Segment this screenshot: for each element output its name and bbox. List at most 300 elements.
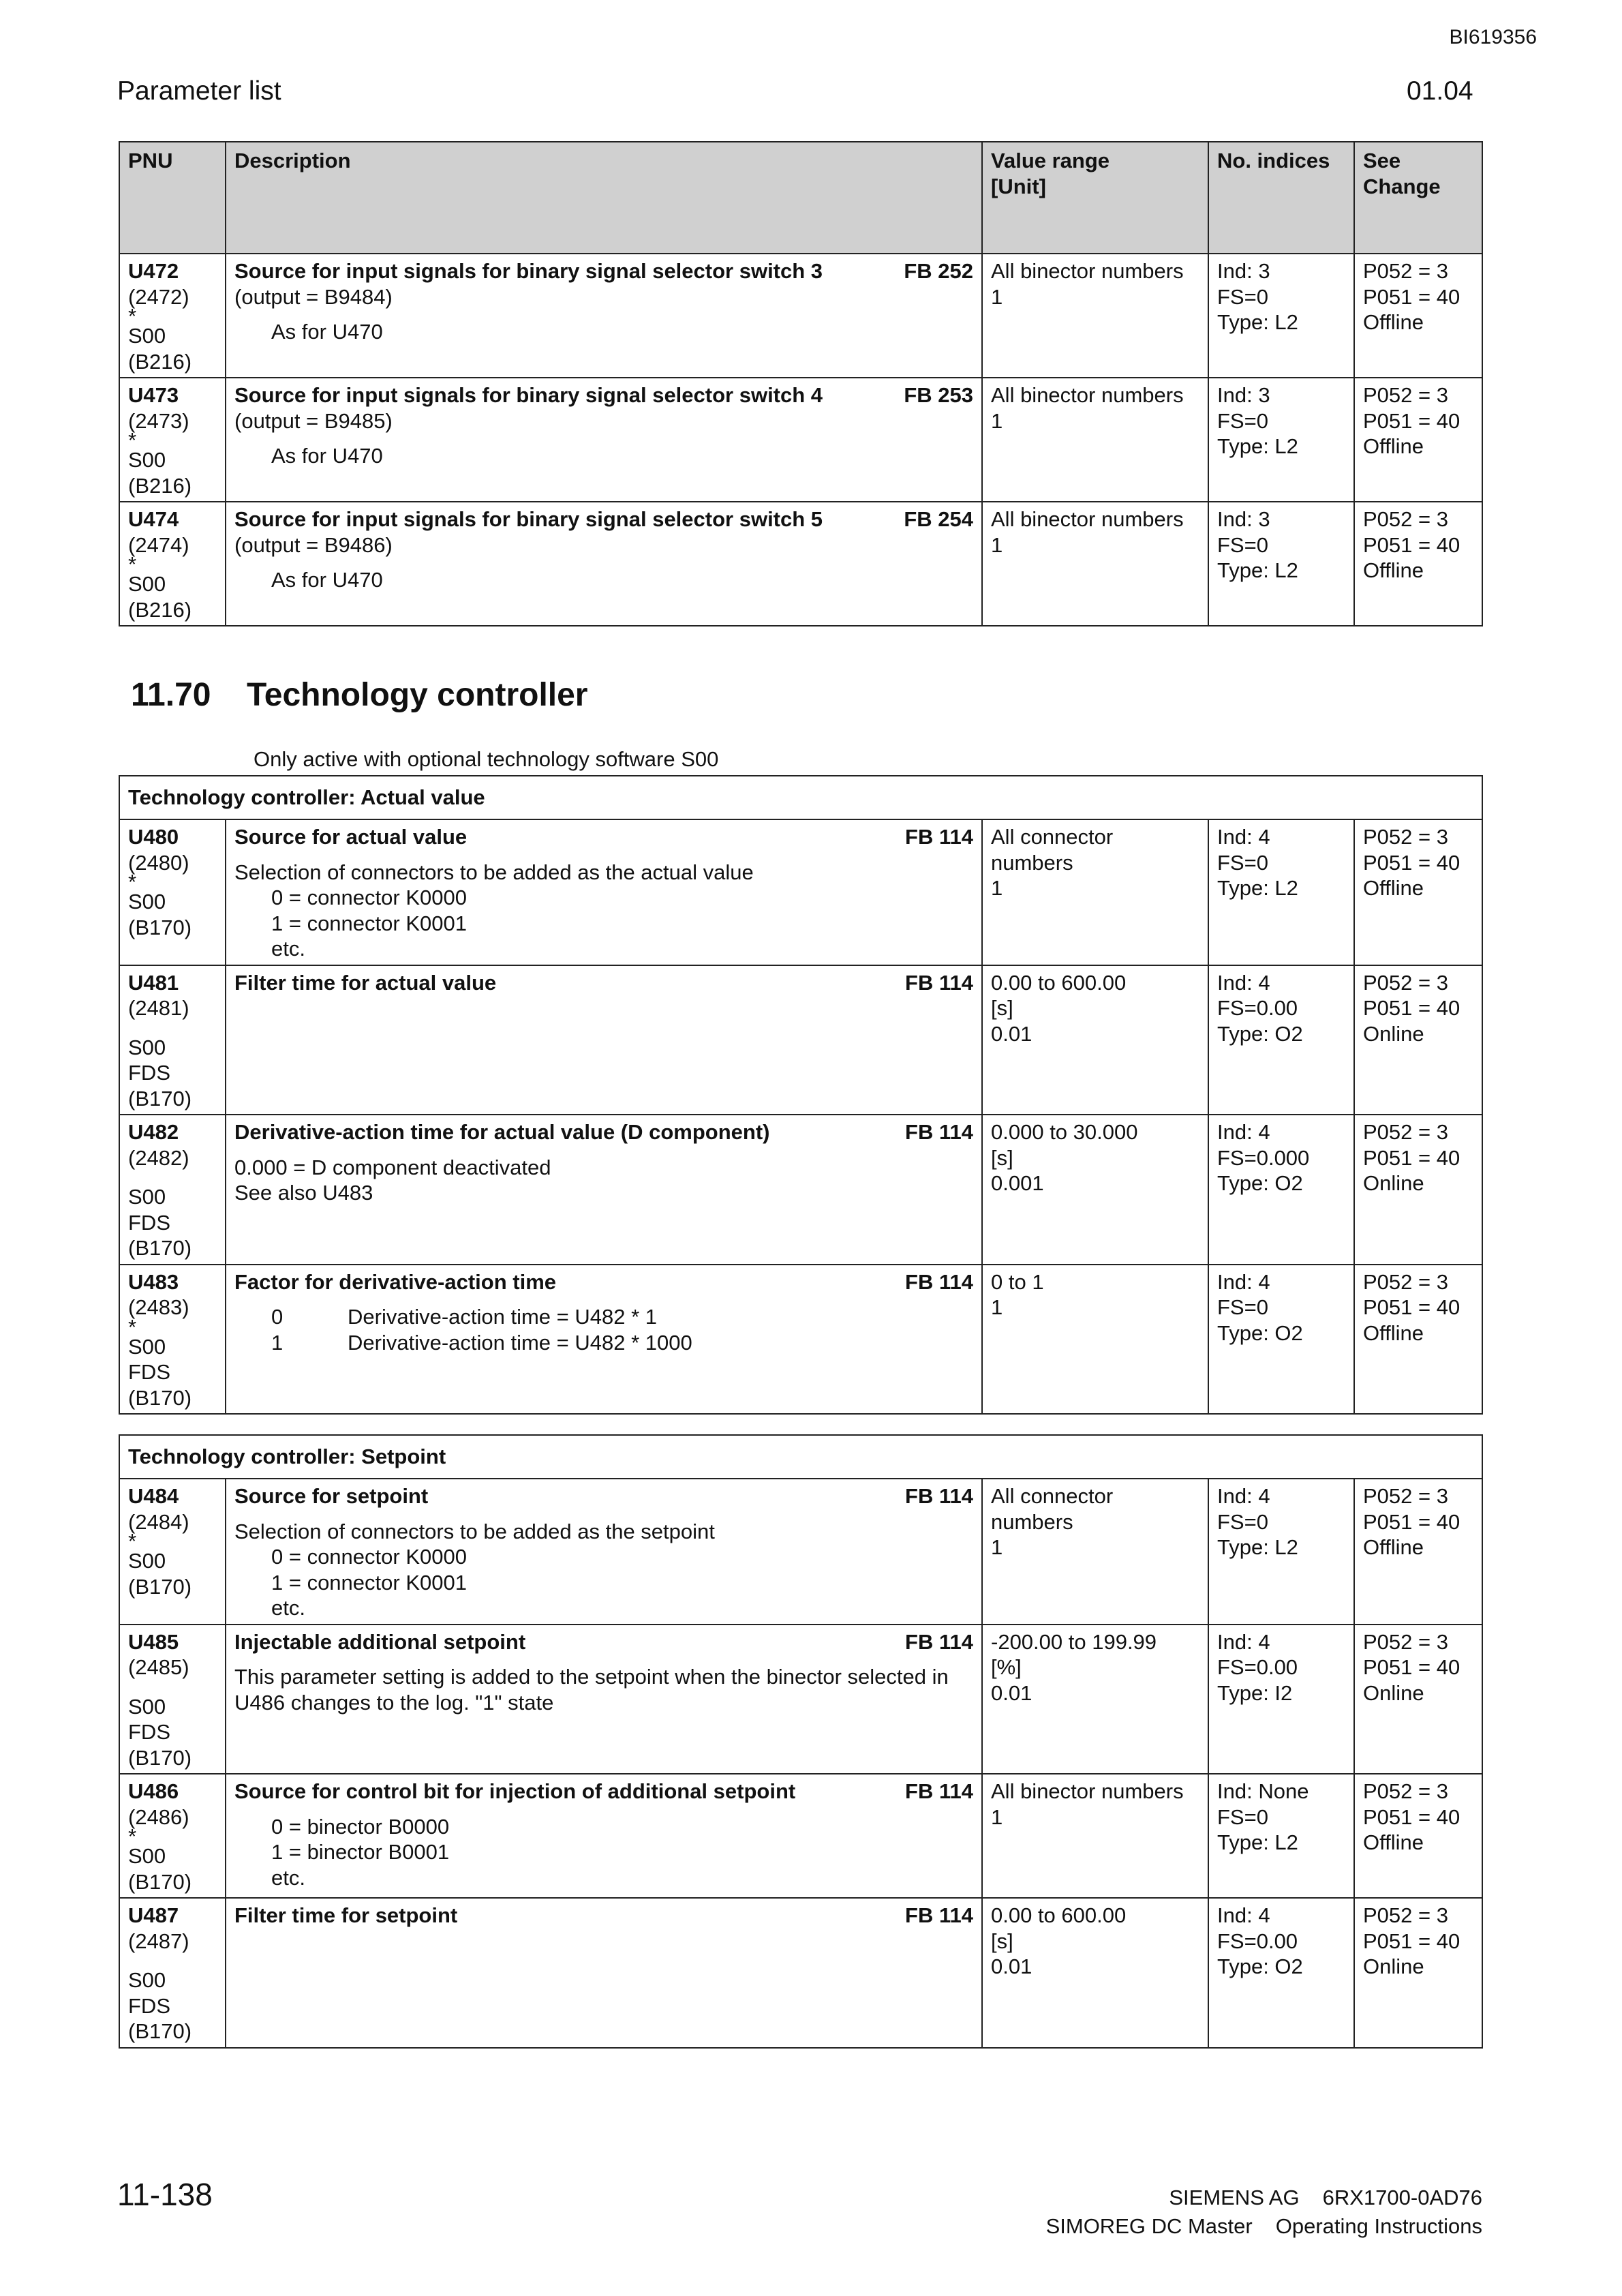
value-key: 0 bbox=[271, 1305, 284, 1329]
indices-cell bbox=[1208, 1479, 1354, 1625]
see-change-cell-line: P051 = 40 bbox=[1363, 1145, 1460, 1170]
table-section-row bbox=[119, 776, 1482, 819]
indices-cell-line: Type: O2 bbox=[1217, 1171, 1303, 1195]
star-marker: * bbox=[128, 870, 137, 894]
parameter-title-row bbox=[234, 1119, 973, 1145]
indices-cell-line: Ind: 3 bbox=[1217, 259, 1270, 283]
parameter-number: (2472) bbox=[128, 284, 189, 309]
indices-cell-line: Type: L2 bbox=[1217, 310, 1298, 334]
value-range-cell-line: All binector numbers bbox=[991, 1779, 1184, 1803]
block-diagram-ref: (B216) bbox=[128, 597, 192, 622]
indices-cell-line: Type: O2 bbox=[1217, 1954, 1303, 1978]
table-row bbox=[119, 965, 1482, 1115]
pnu-cell bbox=[119, 1265, 226, 1415]
parameter-title: Source for actual value bbox=[234, 825, 468, 849]
section-note: Only active with optional technology software S00 bbox=[254, 747, 719, 771]
table-section-heading: Technology controller: Setpoint bbox=[119, 1435, 1482, 1479]
pnu-cell bbox=[119, 254, 226, 378]
spacer bbox=[234, 1509, 973, 1519]
indices-cell-line: Type: L2 bbox=[1217, 434, 1298, 458]
software-option: S00 bbox=[128, 448, 166, 472]
indices-cell-line: FS=0 bbox=[1217, 1804, 1268, 1829]
indices-cell-line: FS=0 bbox=[1217, 1295, 1268, 1319]
see-change-cell-line: P051 = 40 bbox=[1363, 1509, 1460, 1534]
indices-cell-line: FS=0.00 bbox=[1217, 1655, 1298, 1679]
indices-cell bbox=[1208, 1898, 1354, 2048]
function-block: FB 254 bbox=[904, 507, 973, 531]
see-change-cell bbox=[1354, 1265, 1482, 1415]
parameter-title-row bbox=[234, 258, 973, 284]
description-cell bbox=[226, 378, 982, 502]
pnu-cell bbox=[119, 502, 226, 626]
data-set-tag: FDS bbox=[128, 1210, 170, 1235]
description-text: As for U470 bbox=[271, 444, 383, 468]
indices-cell-line: FS=0 bbox=[1217, 850, 1268, 875]
indices-cell bbox=[1208, 1115, 1354, 1265]
block-diagram-ref: (B170) bbox=[128, 1385, 192, 1410]
value-range-cell bbox=[982, 378, 1208, 502]
parameter-number: (2480) bbox=[128, 850, 189, 875]
block-diagram-ref: (B170) bbox=[128, 1574, 192, 1599]
parameter-title-row bbox=[234, 382, 973, 408]
description-cell bbox=[226, 1774, 982, 1898]
see-change-cell bbox=[1354, 965, 1482, 1115]
see-change-cell bbox=[1354, 1625, 1482, 1774]
indices-cell-line: Type: I2 bbox=[1217, 1680, 1293, 1705]
pnu-cell bbox=[119, 965, 226, 1115]
value-range-cell-line: All binector numbers bbox=[991, 383, 1184, 407]
star-marker bbox=[128, 1170, 217, 1184]
value-range-cell-line: 0 to 1 bbox=[991, 1269, 1044, 1294]
parameter-code: U482 bbox=[128, 1120, 179, 1144]
value-range-cell-line: 1 bbox=[991, 1804, 1003, 1829]
function-block: FB 114 bbox=[905, 970, 973, 995]
parameter-title-row bbox=[234, 1483, 973, 1509]
see-change-cell bbox=[1354, 1115, 1482, 1265]
data-set-tag: FDS bbox=[128, 1360, 170, 1384]
data-set-tag: FDS bbox=[128, 1061, 170, 1085]
description-text: Selection of connectors to be added as the setpoint bbox=[234, 1519, 715, 1543]
value-range-cell-line: All connector bbox=[991, 1484, 1114, 1508]
table-row bbox=[119, 1115, 1482, 1265]
pnu-cell bbox=[119, 1115, 226, 1265]
block-diagram-ref: (B170) bbox=[128, 2019, 192, 2043]
page-number: 11-138 bbox=[117, 2177, 213, 2212]
see-change-cell-line: Online bbox=[1363, 1954, 1424, 1978]
spacer bbox=[234, 1295, 973, 1304]
value-range-cell-line: [s] bbox=[991, 1929, 1013, 1953]
indices-cell-line: Ind: 4 bbox=[1217, 970, 1270, 995]
see-change-cell-line: P052 = 3 bbox=[1363, 259, 1448, 283]
indices-cell-line: FS=0 bbox=[1217, 1509, 1268, 1534]
value-range-cell-line: 0.00 to 600.00 bbox=[991, 1903, 1127, 1927]
software-option: S00 bbox=[128, 1035, 166, 1059]
value-range-cell bbox=[982, 965, 1208, 1115]
block-diagram-ref: (B170) bbox=[128, 1869, 192, 1894]
section-heading bbox=[131, 676, 587, 714]
parameter-code: U480 bbox=[128, 825, 179, 849]
pnu-cell bbox=[119, 1898, 226, 2048]
block-diagram-ref: (B216) bbox=[128, 473, 192, 498]
description-cell bbox=[226, 819, 982, 965]
value-range-cell bbox=[982, 254, 1208, 378]
footer-doc-type: Operating Instructions bbox=[1275, 2214, 1482, 2238]
parameter-title: Source for input signals for binary signal selector switch 5 bbox=[234, 507, 823, 531]
parameter-code: U484 bbox=[128, 1484, 179, 1508]
star-marker bbox=[128, 1680, 217, 1694]
description-text: See also U483 bbox=[234, 1181, 373, 1205]
indices-cell-line: FS=0.000 bbox=[1217, 1145, 1310, 1170]
pnu-cell bbox=[119, 819, 226, 965]
see-change-cell-line: Offline bbox=[1363, 1320, 1424, 1345]
parameter-title: Source for setpoint bbox=[234, 1484, 429, 1508]
description-cell bbox=[226, 1265, 982, 1415]
block-diagram-ref: (B170) bbox=[128, 915, 192, 939]
indices-cell-line: Ind: None bbox=[1217, 1779, 1309, 1803]
see-change-cell bbox=[1354, 254, 1482, 378]
spacer bbox=[234, 1145, 973, 1155]
section-title: Technology controller bbox=[247, 677, 588, 713]
function-block: FB 114 bbox=[905, 1779, 973, 1803]
see-change-cell-line: P051 = 40 bbox=[1363, 1929, 1460, 1953]
pnu-cell bbox=[119, 378, 226, 502]
value-range-cell-line: 0.001 bbox=[991, 1171, 1044, 1195]
footer-order-number: 6RX1700-0AD76 bbox=[1322, 2186, 1482, 2209]
value-range-cell bbox=[982, 1115, 1208, 1265]
col-header-description: Description bbox=[226, 142, 982, 254]
spacer bbox=[234, 1655, 973, 1664]
indices-cell-line: Type: L2 bbox=[1217, 1830, 1298, 1854]
value-range-cell-line: [s] bbox=[991, 996, 1013, 1020]
description-cell bbox=[226, 1115, 982, 1265]
see-change-cell-line: P052 = 3 bbox=[1363, 1269, 1448, 1294]
software-option: S00 bbox=[128, 890, 166, 913]
software-option: S00 bbox=[128, 1185, 166, 1209]
see-change-cell-line: P052 = 3 bbox=[1363, 825, 1448, 849]
indices-cell bbox=[1208, 1625, 1354, 1774]
description-text: As for U470 bbox=[271, 320, 383, 344]
description-text: 0 = binector B0000 bbox=[271, 1814, 450, 1839]
software-option: S00 bbox=[128, 572, 166, 596]
value-range-cell bbox=[982, 1774, 1208, 1898]
block-diagram-ref: (B170) bbox=[128, 1086, 192, 1111]
star-marker: * bbox=[128, 552, 137, 576]
indices-cell-line: Ind: 4 bbox=[1217, 1484, 1270, 1508]
value-range-cell bbox=[982, 1265, 1208, 1415]
indices-cell-line: Type: L2 bbox=[1217, 1535, 1298, 1559]
parameter-number: (2473) bbox=[128, 408, 189, 433]
value-range-cell-line: numbers bbox=[991, 1509, 1073, 1534]
value-range-cell bbox=[982, 1625, 1208, 1774]
table-row bbox=[119, 1479, 1482, 1625]
value-range-cell-line: All connector bbox=[991, 825, 1114, 849]
parameter-title: Filter time for actual value bbox=[234, 970, 497, 995]
table-header-row bbox=[119, 142, 1482, 254]
table-section-row bbox=[119, 1435, 1482, 1479]
value-range-cell-line: 0.01 bbox=[991, 1954, 1032, 1978]
parameter-title-row bbox=[234, 1903, 973, 1929]
description-text: 0 = connector K0000 bbox=[271, 886, 467, 909]
indices-cell-line: Ind: 3 bbox=[1217, 507, 1270, 531]
description-text: (output = B9484) bbox=[234, 284, 393, 309]
block-diagram-ref: (B170) bbox=[128, 1236, 192, 1260]
description-text: 0 = connector K0000 bbox=[271, 1545, 467, 1569]
parameter-number: (2486) bbox=[128, 1804, 189, 1829]
document-id: BI619356 bbox=[1449, 26, 1537, 48]
table-row bbox=[119, 1625, 1482, 1774]
value-range-cell-line: All binector numbers bbox=[991, 507, 1184, 531]
software-option: S00 bbox=[128, 1844, 166, 1868]
star-marker: * bbox=[128, 1314, 137, 1339]
see-change-cell-line: P052 = 3 bbox=[1363, 507, 1448, 531]
parameter-title: Source for input signals for binary signal selector switch 3 bbox=[234, 259, 823, 283]
see-change-cell-line: Offline bbox=[1363, 558, 1424, 582]
value-range-cell-line: 0.01 bbox=[991, 1021, 1032, 1046]
parameter-title-row bbox=[234, 970, 973, 996]
see-change-cell-line: P051 = 40 bbox=[1363, 850, 1460, 875]
spacer bbox=[234, 850, 973, 860]
description-text: (output = B9486) bbox=[234, 532, 393, 557]
parameter-number: (2484) bbox=[128, 1509, 189, 1534]
see-change-cell bbox=[1354, 378, 1482, 502]
indices-cell-line: Type: L2 bbox=[1217, 558, 1298, 582]
value-range-cell-line: 1 bbox=[991, 1295, 1003, 1319]
parameter-number: (2482) bbox=[128, 1145, 189, 1170]
see-change-cell-line: P052 = 3 bbox=[1363, 1484, 1448, 1508]
indices-cell-line: FS=0 bbox=[1217, 532, 1268, 557]
description-text: 1 = connector K0001 bbox=[271, 911, 467, 935]
function-block: FB 114 bbox=[905, 1484, 973, 1508]
description-text: This parameter setting is added to the setpoint when the binector selected in U486 changes to the log. "1" state bbox=[234, 1665, 949, 1715]
parameter-code: U487 bbox=[128, 1903, 179, 1927]
star-marker: * bbox=[128, 304, 137, 328]
star-marker: * bbox=[128, 428, 137, 452]
see-change-cell-line: P052 = 3 bbox=[1363, 1779, 1448, 1803]
value-definition bbox=[234, 1304, 973, 1330]
star-marker bbox=[128, 1021, 217, 1035]
description-text: (output = B9485) bbox=[234, 408, 393, 433]
indices-cell-line: FS=0 bbox=[1217, 408, 1268, 433]
see-change-cell-line: P051 = 40 bbox=[1363, 1804, 1460, 1829]
see-change-cell-line: Offline bbox=[1363, 434, 1424, 458]
table-row bbox=[119, 254, 1482, 378]
value-range-cell-line: 0.000 to 30.000 bbox=[991, 1120, 1138, 1144]
indices-cell-line: FS=0.00 bbox=[1217, 996, 1298, 1020]
description-text: Selection of connectors to be added as the actual value bbox=[234, 860, 754, 884]
block-diagram-ref: (B170) bbox=[128, 1745, 192, 1770]
description-text: etc. bbox=[271, 937, 305, 961]
indices-cell-line: Ind: 4 bbox=[1217, 1120, 1270, 1144]
indices-cell bbox=[1208, 1265, 1354, 1415]
parameter-code: U473 bbox=[128, 383, 179, 407]
table-row bbox=[119, 1898, 1482, 2048]
parameter-title-row bbox=[234, 1269, 973, 1295]
description-cell bbox=[226, 1625, 982, 1774]
see-change-cell-line: P052 = 3 bbox=[1363, 1120, 1448, 1144]
indices-cell-line: FS=0.00 bbox=[1217, 1929, 1298, 1953]
function-block: FB 253 bbox=[904, 383, 973, 407]
value-range-cell-line: [%] bbox=[991, 1655, 1022, 1679]
see-change-cell-line: P051 = 40 bbox=[1363, 408, 1460, 433]
table-row bbox=[119, 819, 1482, 965]
value-range-cell bbox=[982, 502, 1208, 626]
value-range-cell-line: 0.00 to 600.00 bbox=[991, 970, 1127, 995]
software-option: S00 bbox=[128, 1334, 166, 1359]
indices-cell bbox=[1208, 1774, 1354, 1898]
value-key: 1 bbox=[271, 1330, 284, 1355]
parameter-table-actual-value bbox=[119, 775, 1483, 1415]
description-cell bbox=[226, 1479, 982, 1625]
parameter-table-setpoint bbox=[119, 1434, 1483, 2049]
see-change-cell bbox=[1354, 1774, 1482, 1898]
indices-cell bbox=[1208, 965, 1354, 1115]
value-range-cell-line: All binector numbers bbox=[991, 259, 1184, 283]
footer-line-2 bbox=[1046, 2214, 1482, 2239]
see-change-cell-line: Online bbox=[1363, 1680, 1424, 1705]
function-block: FB 114 bbox=[905, 1629, 973, 1654]
see-change-cell bbox=[1354, 819, 1482, 965]
value-range-cell-line: 1 bbox=[991, 408, 1003, 433]
header-title: Parameter list bbox=[117, 76, 281, 106]
description-text: etc. bbox=[271, 1596, 305, 1620]
parameter-table-1 bbox=[119, 141, 1483, 626]
indices-cell bbox=[1208, 502, 1354, 626]
value-range-cell-line: -200.00 to 199.99 bbox=[991, 1629, 1157, 1654]
header-version: 01.04 bbox=[1407, 76, 1473, 106]
value-range-cell bbox=[982, 1898, 1208, 2048]
function-block: FB 114 bbox=[905, 1903, 973, 1927]
value-range-cell-line: 0.01 bbox=[991, 1680, 1032, 1705]
value-range-cell-line: numbers bbox=[991, 850, 1073, 875]
indices-cell bbox=[1208, 254, 1354, 378]
see-change-cell-line: Offline bbox=[1363, 1535, 1424, 1559]
software-option: S00 bbox=[128, 1549, 166, 1573]
function-block: FB 114 bbox=[905, 825, 973, 849]
indices-cell-line: Ind: 4 bbox=[1217, 825, 1270, 849]
parameter-code: U486 bbox=[128, 1779, 179, 1803]
function-block: FB 252 bbox=[904, 259, 973, 283]
parameter-number: (2474) bbox=[128, 532, 189, 557]
spacer bbox=[234, 1804, 973, 1814]
see-change-cell-line: P052 = 3 bbox=[1363, 1903, 1448, 1927]
see-change-cell-line: Online bbox=[1363, 1171, 1424, 1195]
function-block: FB 114 bbox=[905, 1120, 973, 1144]
parameter-code: U485 bbox=[128, 1629, 179, 1654]
col-header-value-range: Value range [Unit] bbox=[982, 142, 1208, 254]
see-change-cell-line: Online bbox=[1363, 1021, 1424, 1046]
col-header-pnu: PNU bbox=[119, 142, 226, 254]
see-change-cell-line: P051 = 40 bbox=[1363, 1295, 1460, 1319]
value-range-cell-line: 1 bbox=[991, 532, 1003, 557]
function-block: FB 114 bbox=[905, 1269, 973, 1294]
pnu-cell bbox=[119, 1479, 226, 1625]
parameter-number: (2483) bbox=[128, 1295, 189, 1319]
indices-cell-line: Type: O2 bbox=[1217, 1021, 1303, 1046]
parameter-code: U472 bbox=[128, 259, 179, 283]
see-change-cell-line: P051 = 40 bbox=[1363, 284, 1460, 309]
parameter-title: Source for input signals for binary signal selector switch 4 bbox=[234, 383, 823, 407]
see-change-cell-line: P051 = 40 bbox=[1363, 1655, 1460, 1679]
col-header-indices: No. indices bbox=[1208, 142, 1354, 254]
parameter-code: U483 bbox=[128, 1269, 179, 1294]
spacer bbox=[234, 558, 973, 567]
value-range-cell bbox=[982, 1479, 1208, 1625]
indices-cell-line: Ind: 4 bbox=[1217, 1903, 1270, 1927]
block-diagram-ref: (B216) bbox=[128, 349, 192, 374]
see-change-cell-line: Offline bbox=[1363, 1830, 1424, 1854]
description-text: 1 = connector K0001 bbox=[271, 1570, 467, 1595]
spacer bbox=[234, 309, 973, 319]
see-change-cell bbox=[1354, 1898, 1482, 2048]
parameter-title: Source for control bit for injection of additional setpoint bbox=[234, 1779, 796, 1803]
see-change-cell-line: P052 = 3 bbox=[1363, 970, 1448, 995]
parameter-title: Factor for derivative-action time bbox=[234, 1269, 557, 1294]
parameter-number: (2481) bbox=[128, 996, 189, 1020]
parameter-title-row bbox=[234, 507, 973, 532]
description-cell bbox=[226, 965, 982, 1115]
software-option: S00 bbox=[128, 324, 166, 348]
description-text: As for U470 bbox=[271, 568, 383, 592]
spacer bbox=[234, 434, 973, 443]
pnu-cell bbox=[119, 1774, 226, 1898]
footer-product: SIMOREG DC Master bbox=[1045, 2214, 1253, 2238]
parameter-title: Filter time for setpoint bbox=[234, 1903, 458, 1927]
star-marker: * bbox=[128, 1824, 137, 1848]
value-range-cell-line: 1 bbox=[991, 1535, 1003, 1559]
indices-cell bbox=[1208, 378, 1354, 502]
see-change-cell-line: Offline bbox=[1363, 310, 1424, 334]
table-row bbox=[119, 1265, 1482, 1415]
footer-company: SIEMENS AG bbox=[1169, 2186, 1300, 2209]
table-row bbox=[119, 378, 1482, 502]
indices-cell-line: Type: O2 bbox=[1217, 1320, 1303, 1345]
pnu-cell bbox=[119, 1625, 226, 1774]
value-range-cell bbox=[982, 819, 1208, 965]
indices-cell-line: Ind: 4 bbox=[1217, 1629, 1270, 1654]
see-change-cell bbox=[1354, 1479, 1482, 1625]
description-cell bbox=[226, 254, 982, 378]
parameter-number: (2487) bbox=[128, 1929, 189, 1953]
table-section-heading: Technology controller: Actual value bbox=[119, 776, 1482, 819]
parameter-code: U481 bbox=[128, 970, 179, 995]
table-row bbox=[119, 1774, 1482, 1898]
parameter-code: U474 bbox=[128, 507, 179, 531]
star-marker: * bbox=[128, 1529, 137, 1553]
description-text: 0.000 = D component deactivated bbox=[234, 1155, 551, 1179]
software-option: S00 bbox=[128, 1694, 166, 1719]
parameter-title-row bbox=[234, 1629, 973, 1655]
indices-cell-line: Type: L2 bbox=[1217, 876, 1298, 900]
data-set-tag: FDS bbox=[128, 1720, 170, 1744]
value-range-cell-line: 1 bbox=[991, 876, 1003, 900]
indices-cell-line: Ind: 4 bbox=[1217, 1269, 1270, 1294]
footer-line-1 bbox=[1169, 2186, 1482, 2210]
value-definition bbox=[234, 1330, 973, 1356]
parameter-title: Derivative-action time for actual value (D component) bbox=[234, 1120, 770, 1144]
value-meaning: Derivative-action time = U482 * 1 bbox=[348, 1305, 658, 1329]
indices-cell bbox=[1208, 819, 1354, 965]
star-marker bbox=[128, 1954, 217, 1967]
value-range-cell-line: 1 bbox=[991, 284, 1003, 309]
value-meaning: Derivative-action time = U482 * 1000 bbox=[348, 1330, 692, 1355]
indices-cell-line: Ind: 3 bbox=[1217, 383, 1270, 407]
see-change-cell-line: P051 = 40 bbox=[1363, 996, 1460, 1020]
col-header-see-change: See Change bbox=[1354, 142, 1482, 254]
see-change-cell-line: P052 = 3 bbox=[1363, 383, 1448, 407]
section-number: 11.70 bbox=[131, 677, 211, 713]
parameter-number: (2485) bbox=[128, 1655, 189, 1679]
see-change-cell-line: Offline bbox=[1363, 876, 1424, 900]
